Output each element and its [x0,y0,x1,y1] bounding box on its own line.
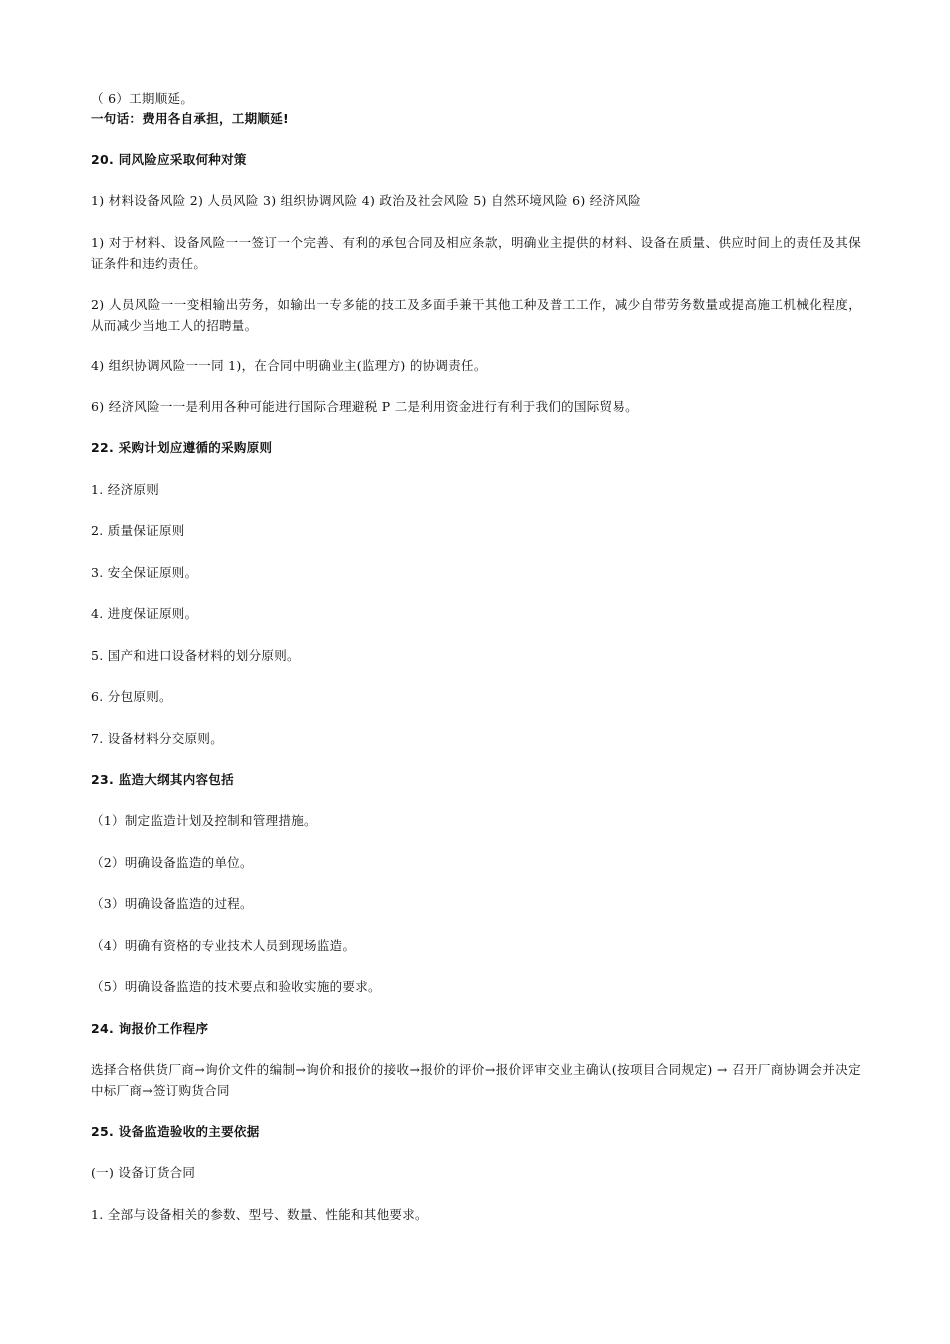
list-item: 6. 分包原则。 [91,689,172,704]
list-item: （5）明确设备监造的技术要点和验收实施的要求。 [91,979,381,994]
list-item: 1. 全部与设备相关的参数、型号、数量、性能和其他要求。 [91,1207,428,1222]
list-item: （3）明确设备监造的过程。 [91,896,253,911]
list-item: （2）明确设备监造的单位。 [91,855,253,870]
list-item: （1）制定监造计划及控制和管理措施。 [91,813,317,828]
risk-list: 1) 材料设备风险 2) 人员风险 3) 组织协调风险 4) 政治及社会风险 5) 自然环境风险 6) 经济风险 [91,193,641,208]
risk-paragraph-6: 6) 经济风险一一是利用各种可能进行国际合理避税 P 二是利用资金进行有利于我们的国际贸易。 [91,399,638,414]
risk-paragraph-1: 1) 对于材料、设备风险一一签订一个完善、有利的承包合同及相应条款，明确业主提供的材料、设备在质量、供应时间上的责任及其保证条件和违约责任。 [91,235,861,271]
section-heading-24: 24. 询报价工作程序 [91,1021,209,1036]
list-item: （4）明确有资格的专业技术人员到现场监造。 [91,938,356,953]
procedure-paragraph: 选择合格供货厂商→询价文件的编制→询价和报价的接收→报价的评价→报价评审交业主确认(按项目合同规定) → 召开厂商协调会并决定中标厂商→签订购货合同 [91,1062,861,1098]
list-item: 4. 进度保证原则。 [91,606,198,621]
risk-paragraph-2: 2) 人员风险一一变相输出劳务，如输出一专多能的技工及多面手兼干其他工种及普工工作，减少自带劳务数量或提高施工机械化程度，从而减少当地工人的招聘量。 [91,297,861,333]
list-item: 2. 质量保证原则 [91,523,185,538]
subsection-heading: (一) 设备订货合同 [91,1165,196,1180]
summary-line: 一句话：费用各自承担，工期顺延! [91,111,290,126]
list-item: 5. 国产和进口设备材料的划分原则。 [91,648,300,663]
risk-paragraph-4: 4) 组织协调风险一一同 1)，在合同中明确业主(监理方) 的协调责任。 [91,358,487,373]
section-heading-20: 20. 同风险应采取何种对策 [91,152,247,167]
section-heading-25: 25. 设备监造验收的主要依据 [91,1124,260,1139]
text-line: （ 6）工期顺延。 [91,91,194,106]
list-item: 1. 经济原则 [91,482,159,497]
section-heading-23: 23. 监造大纲其内容包括 [91,772,234,787]
section-heading-22: 22. 采购计划应遵循的采购原则 [91,440,273,455]
list-item: 7. 设备材料分交原则。 [91,731,223,746]
list-item: 3. 安全保证原则。 [91,565,198,580]
